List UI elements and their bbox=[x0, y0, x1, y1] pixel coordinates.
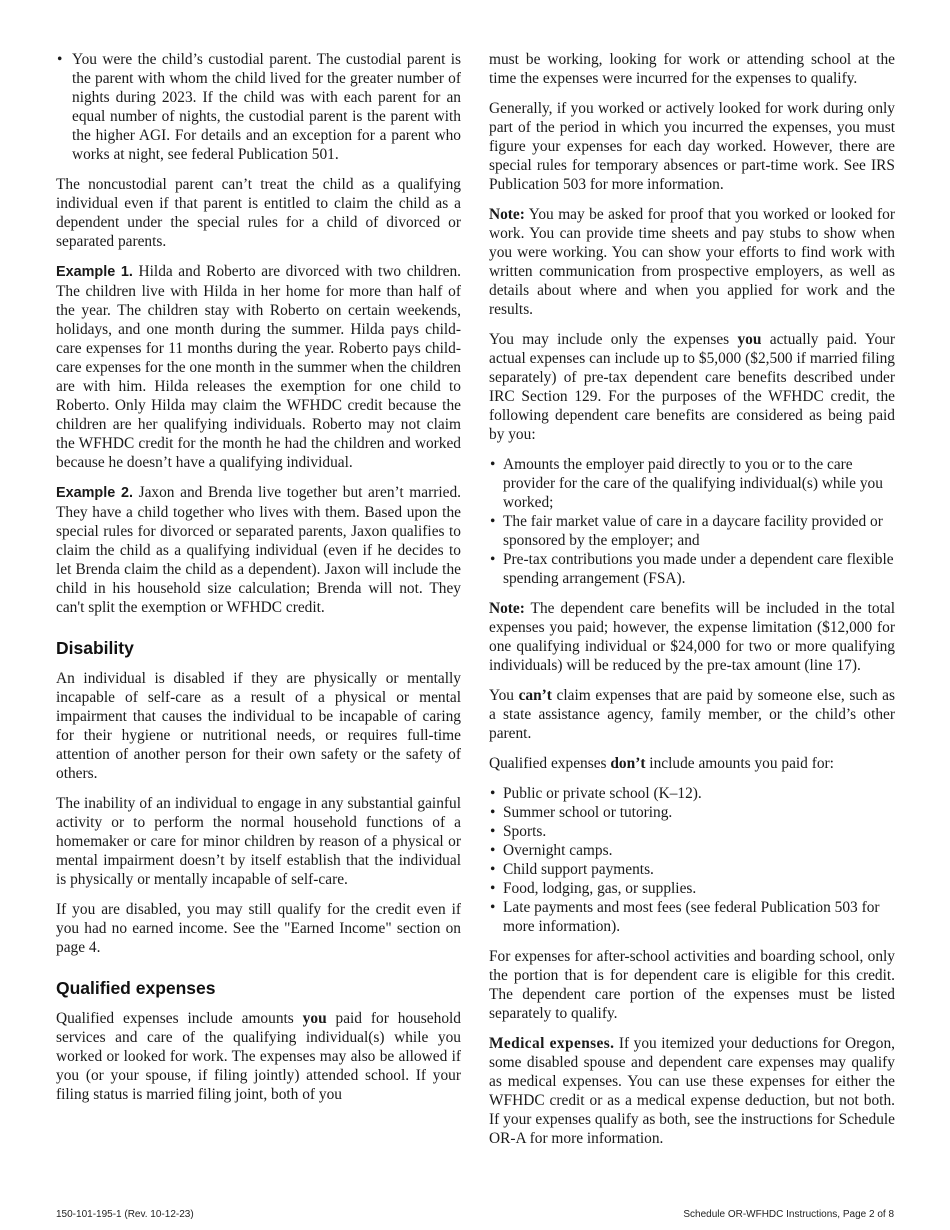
text-run: You bbox=[489, 687, 519, 704]
disability-paragraph-3: If you are disabled, you may still qualify for the credit even if you had no earned income. See the "Earned Income" section on page 4. bbox=[56, 901, 461, 956]
disability-paragraph-1: An individual is disabled if they are physically or mentally incapable of self-care as a result of a physical or mental impairment that causes the individual to be incapable of caring for their hygiene or nutritional needs, or requires full-time attention of another person for their own safety or the safety of others. bbox=[56, 670, 461, 782]
emphasis-cant: can’t bbox=[518, 687, 552, 704]
list-item: • Sports. bbox=[489, 822, 895, 841]
medical-expenses-label: Medical expenses. bbox=[489, 1035, 615, 1052]
continued-paragraph: must be working, looking for work or attending school at the time the expenses were incurred for the expenses to qualify. bbox=[489, 51, 895, 87]
note-text: The dependent care benefits will be included in the total expenses you paid; however, the expense limitation ($12,000 for one qualifying individual or $24,000 for two or more qualifying individuals) will be reduced by the pre-tax amount (line 17). bbox=[489, 600, 895, 674]
excluded-expenses-list bbox=[489, 784, 895, 936]
example-1-paragraph bbox=[56, 262, 461, 472]
generally-paragraph: Generally, if you worked or actively looked for work during only part of the period in which you incurred the expenses, you must figure your expenses for each day worked. However, there are special rules for temporary absences or part-time work. See IRS Publication 503 for more information. bbox=[489, 100, 895, 193]
emphasis-you: you bbox=[302, 1010, 327, 1027]
list-item: • Amounts the employer paid directly to you or to the care provider for the care of the qualifying individual(s) while you worked; bbox=[489, 455, 895, 512]
emphasis-you: you bbox=[737, 331, 762, 348]
qualified-expenses-paragraph bbox=[56, 1009, 461, 1104]
note-label: Note: bbox=[489, 600, 525, 617]
page-number: Schedule OR-WFHDC Instructions, Page 2 of 8 bbox=[683, 1209, 894, 1220]
list-item: • Public or private school (K–12). bbox=[489, 784, 895, 803]
list-item: • Pre-tax contributions you made under a dependent care flexible spending arrangement (FSA). bbox=[489, 550, 895, 588]
list-item: • Food, lodging, gas, or supplies. bbox=[489, 879, 895, 898]
benefits-list bbox=[489, 455, 895, 588]
right-column bbox=[489, 50, 895, 1159]
noncustodial-paragraph: The noncustodial parent can’t treat the child as a qualifying individual even if that parent is entitled to claim the child as a dependent under the special rules for a child of divorced or separated parents. bbox=[56, 176, 461, 250]
after-school-paragraph: For expenses for after-school activities and boarding school, only the portion that is for dependent care is eligible for this credit. The dependent care portion of the expenses must be listed separately to qualify. bbox=[489, 948, 895, 1022]
text-run: paid for household services and care of the qualifying individual(s) while you worked or looked for work. The expenses may also be allowed if you (or your spouse, if filing jointly) attended school. If your filing status is married filing joint, both of you bbox=[56, 1010, 461, 1103]
dont-include-paragraph bbox=[489, 754, 895, 773]
medical-expenses-text: If you itemized your deductions for Oregon, some disabled spouse and dependent care expenses may qualify as medical expenses. You can use these expenses for either the WFHDC credit or as a medical expense deduction, but not both. If your expenses qualify as both, see the instructions for Schedule OR-A for more information. bbox=[489, 1035, 895, 1147]
left-column bbox=[56, 50, 461, 1115]
emphasis-dont: don’t bbox=[610, 755, 646, 772]
include-expenses-paragraph bbox=[489, 330, 895, 444]
note-text: You may be asked for proof that you worked or looked for work. You can provide time sheets and pay stubs to show when you were working. You can show your efforts to find work with written communication from prospective employers, as well as details about where and when you applied for work and the results. bbox=[489, 206, 895, 318]
example-2-paragraph bbox=[56, 483, 461, 617]
disability-heading: Disability bbox=[56, 638, 134, 658]
list-item: • Overnight camps. bbox=[489, 841, 895, 860]
custodial-parent-list bbox=[56, 50, 461, 164]
text-run: You may include only the expenses bbox=[489, 331, 738, 348]
list-item: • The fair market value of care in a daycare facility provided or sponsored by the employer; and bbox=[489, 512, 895, 550]
cant-claim-paragraph bbox=[489, 686, 895, 743]
disability-paragraph-2: The inability of an individual to engage in any substantial gainful activity or to perform the normal household functions of a homemaker or care for minor children by reason of a physical or mental impairment doesn’t by itself establish that the individual is physically or mentally incapable of self-care. bbox=[56, 795, 461, 888]
medical-expenses-paragraph bbox=[489, 1034, 895, 1148]
text-run: include amounts you paid for: bbox=[645, 755, 834, 772]
qualified-expenses-heading: Qualified expenses bbox=[56, 978, 216, 998]
example-1-label: Example 1. bbox=[56, 264, 133, 280]
example-2-text: Jaxon and Brenda live together but aren’t married. They have a child together who lives with them. Based upon the special rules for divorced or separated parents, Jaxon qualifies to claim the child as a qualifying individual (even if he decides to let Brenda claim the child as a dependent). Jaxon will include the child in his household size calculation; Brenda will not. They can't split the exemption or WFHDC credit. bbox=[56, 484, 461, 616]
text-run: claim expenses that are paid by someone else, such as a state assistance agency, family member, or the child’s other parent. bbox=[489, 687, 895, 742]
example-1-text: Hilda and Roberto are divorced with two children. The children live with Hilda in her home for more than half of the year. The children stay with Roberto on certain weekends, holidays, and one month during the summer. Hilda pays child-care expenses for 11 months during the year. Roberto pays child-care expenses for the one month in the summer when the children are with him. Hilda releases the exemption for one child to Roberto. Only Hilda may claim the WFHDC credit because the children are her qualifying individuals. Roberto may not claim the WFHDC credit for the month he had the children and worked because he doesn’t have a qualifying individual. bbox=[56, 263, 461, 471]
example-2-label: Example 2. bbox=[56, 485, 133, 501]
text-run: Qualified expenses include amounts bbox=[56, 1010, 303, 1027]
list-item: • Child support payments. bbox=[489, 860, 895, 879]
note-benefits-paragraph bbox=[489, 599, 895, 675]
list-item: • You were the child’s custodial parent. The custodial parent is the parent with whom the child lived for the greater number of nights during 2023. If the child was with each parent for an equal number of nights, the custodial parent is the parent with the higher AGI. For details and an exception for a parent who works at night, see federal Publication 501. bbox=[56, 50, 461, 164]
note-label: Note: bbox=[489, 206, 525, 223]
text-run: Qualified expenses bbox=[489, 755, 611, 772]
text-run: actually paid. Your actual expenses can include up to $5,000 ($2,500 if married filing separately) of pre-tax dependent care benefits described under IRC Section 129. For the purposes of the WFHDC credit, the following dependent care benefits are considered as being paid by you: bbox=[489, 331, 895, 443]
list-item: • Summer school or tutoring. bbox=[489, 803, 895, 822]
list-item: • Late payments and most fees (see federal Publication 503 for more information). bbox=[489, 898, 895, 936]
form-number: 150-101-195-1 (Rev. 10-12-23) bbox=[56, 1209, 194, 1220]
note-proof-paragraph bbox=[489, 205, 895, 319]
